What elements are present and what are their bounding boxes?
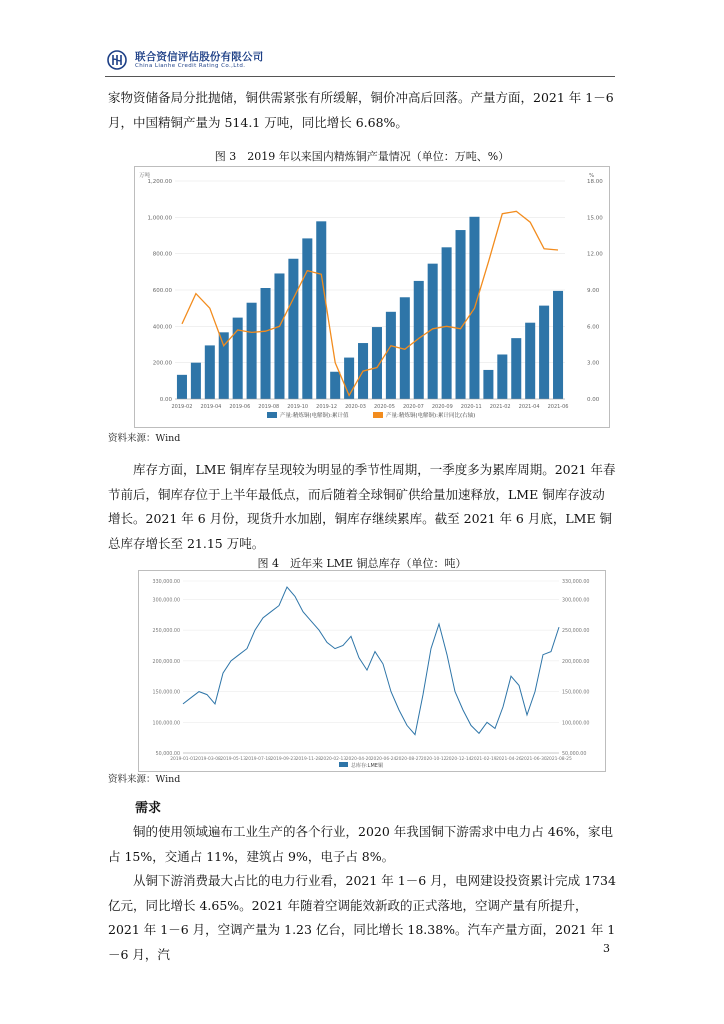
paragraph-1: 家物资储备局分批抛储，铜供需紧张有所缓解，铜价冲高后回落。产量方面，2021 年 1－6 月，中国精铜产量为 514.1 万吨，同比增长 6.68%。	[108, 90, 614, 130]
x-tick-label: 2019-10	[287, 404, 309, 410]
y-tick-label: 800.00	[152, 251, 172, 258]
x-tick-label: 2019-01-01	[170, 757, 196, 762]
legend-swatch	[339, 762, 348, 767]
x-tick-label: 2020-04-20	[345, 757, 372, 762]
company-name-cn: 联合资信评估股份有限公司	[135, 51, 264, 63]
y-tick-label: 100,000.00	[152, 721, 180, 727]
x-tick-label: 2020-05	[374, 404, 395, 410]
bar	[330, 372, 340, 399]
bar	[191, 363, 201, 399]
x-tick-label: 2020-10-12	[420, 757, 447, 762]
x-tick-label: 2019-05-13	[220, 757, 246, 762]
y2-tick-label: 300,000.00	[562, 598, 590, 604]
x-tick-label: 2020-12-14	[445, 757, 472, 762]
y-tick-label: 330,000.00	[152, 580, 180, 585]
y2-tick-label: 330,000.00	[562, 580, 590, 585]
bar	[205, 345, 215, 399]
legend-swatch-bar	[267, 412, 277, 418]
y2-tick-label: 18.00	[587, 179, 603, 185]
bar	[302, 238, 312, 399]
bar	[442, 247, 452, 399]
legend-label-bar: 产量:精炼铜(电解铜):累计值	[280, 413, 349, 419]
bar	[497, 354, 507, 399]
bar	[261, 288, 271, 399]
y-tick-label: 200.00	[152, 360, 172, 367]
company-logo-icon	[107, 50, 127, 70]
x-tick-label: 2019-11-28	[295, 757, 322, 762]
x-tick-label: 2021-08-25	[546, 757, 572, 762]
bar	[511, 338, 521, 399]
x-tick-label: 2019-12	[316, 404, 338, 410]
left-axis-unit: 万吨	[139, 173, 151, 179]
y-tick-label: 600.00	[152, 288, 172, 294]
y2-tick-label: 250,000.00	[562, 629, 590, 635]
y-tick-label: 250,000.00	[152, 629, 180, 635]
x-tick-label: 2021-04-26	[496, 757, 522, 762]
y2-tick-label: 6.00	[587, 324, 600, 331]
y-tick-label: 400.00	[152, 324, 172, 331]
y-tick-label: 0.00	[159, 397, 172, 403]
x-tick-label: 2019-07-18	[245, 757, 271, 762]
x-tick-label: 2020-02-13	[320, 757, 347, 762]
y2-tick-label: 100,000.00	[562, 721, 590, 727]
y2-tick-label: 150,000.00	[562, 690, 590, 696]
x-tick-label: 2019-02	[171, 404, 193, 410]
right-axis-unit: %	[589, 173, 595, 179]
x-tick-label: 2020-07	[402, 404, 424, 410]
paragraph-3: 铜的使用领域遍布工业生产的各个行业，2020 年我国铜下游需求中电力占 46%，家电占 15%，交通占 11%，建筑占 9%，电子占 8%。	[108, 824, 614, 864]
x-tick-label: 2021-04	[518, 404, 540, 410]
y-tick-label: 50,000.00	[155, 752, 180, 757]
x-tick-label: 2020-09	[431, 404, 453, 410]
x-tick-label: 2019-08	[258, 404, 280, 410]
bar	[539, 306, 549, 399]
legend-label: 总库存:LME铜	[351, 763, 383, 769]
y2-tick-label: 0.00	[587, 397, 600, 403]
page-header	[105, 46, 615, 77]
x-tick-label: 2020-06-24	[370, 757, 397, 762]
figure3-caption: 图 3 2019 年以来国内精炼铜产量情况（单位：万吨、%）	[214, 150, 510, 163]
y2-tick-label: 12.00	[587, 251, 603, 258]
inventory-chart-svg	[139, 571, 605, 771]
y2-tick-label: 3.00	[587, 360, 600, 367]
y-tick-label: 1,000.00	[147, 215, 172, 222]
y-tick-label: 300,000.00	[152, 598, 180, 604]
y2-tick-label: 200,000.00	[562, 659, 590, 665]
legend-swatch-line	[373, 412, 383, 418]
y-tick-label: 1,200.00	[147, 179, 172, 185]
figure4-source: 资料来源：Wind	[108, 774, 181, 785]
x-tick-label: 2020-11	[460, 404, 482, 410]
figure4-caption: 图 4 近年来 LME 铜总库存（单位：吨）	[257, 557, 467, 570]
bar	[483, 370, 493, 399]
y2-tick-label: 50,000.00	[562, 752, 587, 757]
paragraph-2: 库存方面，LME 铜库存呈现较为明显的季节性周期，一季度多为累库周期。2021 年春节前后，铜库存位于上半年最低点，而后随着全球铜矿供给量加速释放，LME 铜库存波动增长。2021 年 6 月份，现货升水加剧，铜库存继续累库。截至 2021 年 6 月底，LME 铜总库存增长至 21.15 万吨。	[108, 462, 616, 551]
bar	[414, 281, 424, 399]
y-tick-label: 200,000.00	[152, 659, 180, 665]
section-title-demand: 需求	[135, 801, 162, 816]
bar	[274, 273, 284, 399]
x-tick-label: 2021-02-19	[471, 757, 497, 762]
bar	[288, 259, 298, 399]
x-tick-label: 2019-09-23	[270, 757, 297, 762]
figure3-chart	[134, 166, 610, 428]
y2-tick-label: 15.00	[587, 215, 603, 222]
x-tick-label: 2021-02	[489, 404, 511, 410]
paragraph-4: 从铜下游消费最大占比的电力行业看，2021 年 1－6 月，电网建设投资累计完成 1734 亿元，同比增长 4.65%。2021 年随着空调能效新政的正式落地，空调产量有所提升，2021 年 1－6 月，空调产量为 1.23 亿台，同比增长 18.38%。汽车产量方面，2021 年 1－6 月，汽	[108, 873, 616, 962]
figure4-chart	[138, 570, 606, 772]
x-tick-label: 2020-03	[345, 404, 366, 410]
company-name-en: China Lianhe Credit Rating Co.,Ltd.	[135, 63, 246, 69]
legend-label-line: 产量:精炼铜(电解铜):累计同比(右轴)	[386, 413, 476, 419]
bar	[456, 230, 466, 399]
x-tick-label: 2021-06-30	[521, 757, 547, 762]
x-tick-label: 2019-04	[200, 404, 222, 410]
bar	[553, 291, 563, 399]
production-chart-svg	[135, 167, 609, 427]
bar	[247, 303, 257, 399]
bar	[344, 358, 354, 399]
bar	[316, 221, 326, 399]
x-tick-label: 2019-03-08	[195, 757, 221, 762]
bar	[386, 312, 396, 399]
page-number: 3	[603, 942, 610, 955]
x-tick-label: 2019-06	[229, 404, 251, 410]
bar	[525, 323, 535, 399]
x-tick-label: 2020-08-27	[395, 757, 422, 762]
bar	[177, 375, 187, 399]
y2-tick-label: 9.00	[587, 288, 600, 294]
x-tick-label: 2021-06	[547, 404, 569, 410]
figure3-source: 资料来源：Wind	[108, 433, 181, 444]
y-tick-label: 150,000.00	[152, 690, 180, 696]
